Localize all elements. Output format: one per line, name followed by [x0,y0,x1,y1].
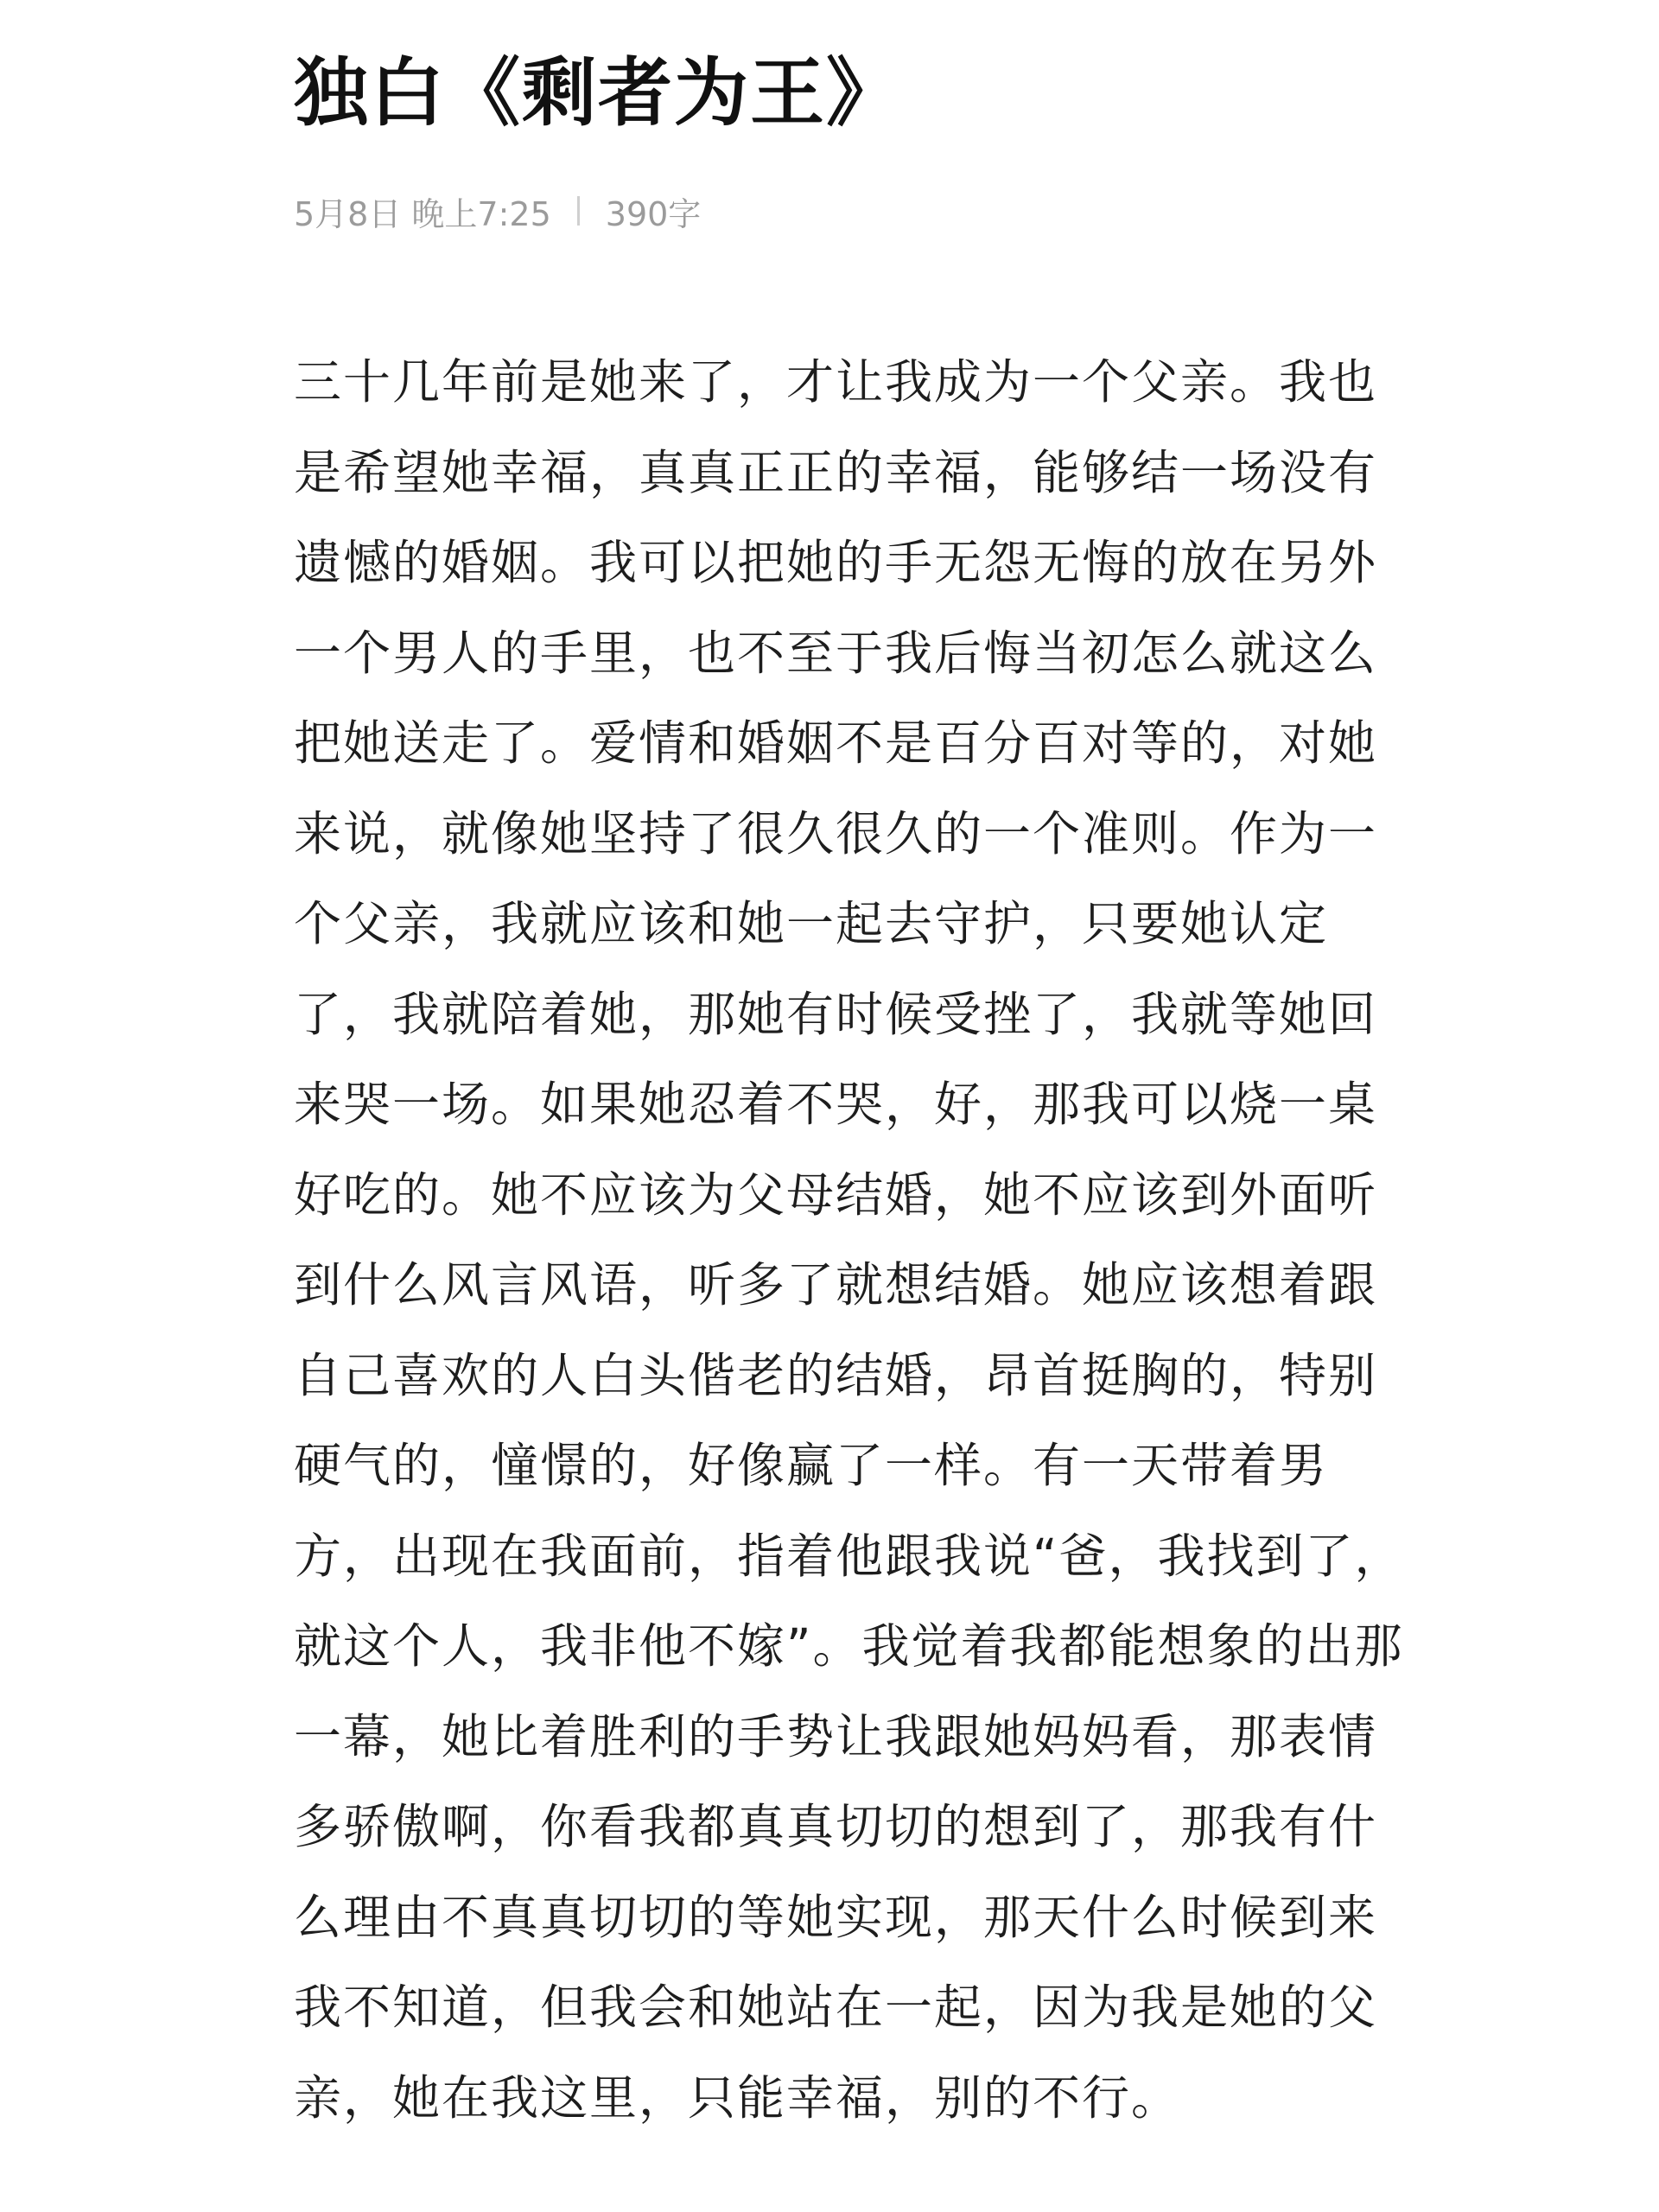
meta-divider [577,196,580,226]
note-meta [294,185,1400,237]
body-line: 硬气的，憧憬的，好像赢了一样。有一天带着男 [294,1438,1329,1493]
body-line: 个父亲，我就应该和她一起去守护，只要她认定 [294,896,1329,951]
note-title: 独白《剩者为王》 [294,50,902,137]
body-line: 到什么风言风语，听多了就想结婚。她应该想着跟 [294,1257,1378,1313]
body-line: 来说，就像她坚持了很久很久的一个准则。作为一 [294,805,1378,861]
note-view [294,0,1404,2143]
body-line: 来哭一场。如果她忍着不哭，好，那我可以烧一桌 [294,1077,1378,1132]
body-line: 自己喜欢的人白头偕老的结婚，昂首挺胸的，特别 [294,1347,1378,1403]
body-line: 方，出现在我面前，指着他跟我说“爸，我找到了， [294,1528,1404,1584]
note-date: 5月8日 晚上7:25 [294,194,551,233]
body-line: 么理由不真真切切的等她实现，那天什么时候到来 [294,1889,1378,1945]
body-line: 把她送走了。爱情和婚姻不是百分百对等的，对她 [294,715,1378,771]
body-line: 遗憾的婚姻。我可以把她的手无怨无悔的放在另外 [294,535,1378,590]
body-line: 我不知道，但我会和她站在一起，因为我是她的父 [294,1980,1378,2035]
body-line: 了，我就陪着她，那她有时候受挫了，我就等她回 [294,986,1378,1042]
body-line: 是希望她幸福，真真正正的幸福，能够结一场没有 [294,444,1378,500]
body-line: 好吃的。她不应该为父母结婚，她不应该到外面听 [294,1166,1378,1223]
note-word-count: 390字 [605,194,702,233]
body-line: 一个男人的手里，也不至于我后悔当初怎么就这么 [294,625,1378,681]
note-body[interactable] [294,337,1404,2143]
body-line: 亲，她在我这里，只能幸福，别的不行。 [294,2069,1181,2126]
body-line: 一幕，她比着胜利的手势让我跟她妈妈看，那表情 [294,1708,1378,1764]
body-line: 多骄傲啊，你看我都真真切切的想到了，那我有什 [294,1799,1378,1854]
body-line: 三十几年前是她来了，才让我成为一个父亲。我也 [294,354,1378,410]
body-line: 就这个人，我非他不嫁”。我觉着我都能想象的出那 [294,1618,1404,1674]
